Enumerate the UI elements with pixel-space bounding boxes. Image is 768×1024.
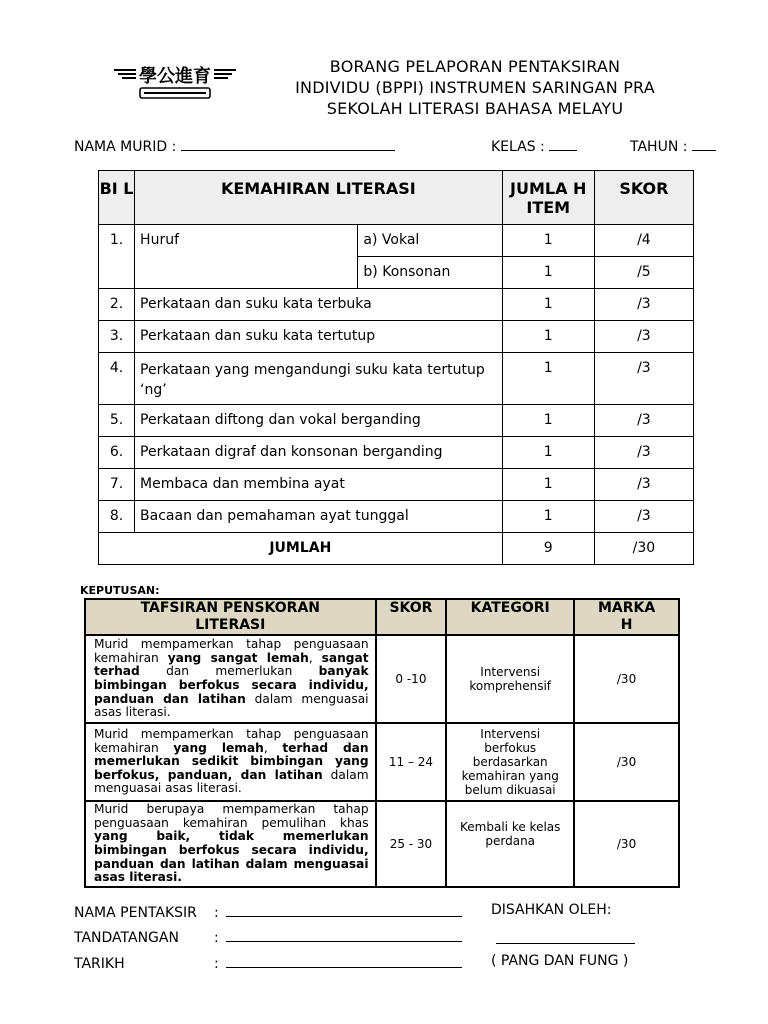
- desc-bold-text: yang lemah: [173, 740, 264, 755]
- row-number: 1.: [99, 225, 135, 289]
- tandatangan-label: TANDATANGAN: [74, 930, 179, 946]
- disahkan-label: DISAHKAN OLEH:: [491, 902, 612, 918]
- skill-sub: a) Vokal: [358, 225, 502, 257]
- tafsiran-desc: [85, 635, 376, 723]
- skill-sub: b) Konsonan: [358, 257, 502, 289]
- category: Kembali ke kelas perdana: [446, 801, 574, 887]
- table-row: [99, 405, 694, 437]
- keputusan-row: [85, 635, 679, 723]
- score-cell[interactable]: /3: [594, 353, 693, 405]
- tafsiran-desc: [85, 723, 376, 801]
- keputusan-header-row: [85, 599, 679, 635]
- skill-name: Perkataan dan suku kata terbuka: [135, 289, 503, 321]
- desc-text: dan memerlukan: [139, 664, 319, 679]
- row-number: 7.: [99, 469, 135, 501]
- row-number: 3.: [99, 321, 135, 353]
- student-name-line[interactable]: [181, 136, 395, 151]
- skill-name: Bacaan dan pemahaman ayat tunggal: [135, 501, 503, 533]
- item-count: 1: [502, 289, 594, 321]
- student-name-label: NAMA MURID :: [74, 139, 177, 155]
- school-logo: [114, 60, 236, 102]
- markah-cell[interactable]: /30: [574, 635, 679, 723]
- colon: :: [214, 930, 219, 946]
- keputusan-table: [84, 598, 680, 888]
- header-jumlah-item: JUMLA H ITEM: [502, 171, 594, 225]
- table-row: [99, 501, 694, 533]
- year-field[interactable]: [630, 136, 716, 155]
- item-count: 1: [502, 321, 594, 353]
- nama-pentaksir-field[interactable]: [74, 902, 462, 921]
- form-title: [250, 56, 700, 119]
- table-row: [99, 321, 694, 353]
- class-line[interactable]: [549, 136, 577, 151]
- score-cell[interactable]: /5: [594, 257, 693, 289]
- header-markah: MARKA H: [574, 599, 679, 635]
- skill-name: Perkataan dan suku kata tertutup: [135, 321, 503, 353]
- score-range: 11 – 24: [376, 723, 447, 801]
- pengesah-signature-line[interactable]: [496, 943, 635, 944]
- table-row: [99, 437, 694, 469]
- desc-text: dalam menguasai asas literasi.: [94, 767, 369, 796]
- item-count: 1: [502, 353, 594, 405]
- table-row: [99, 289, 694, 321]
- item-count: 1: [502, 257, 594, 289]
- score-cell[interactable]: /3: [594, 289, 693, 321]
- desc-text: Murid mempamerkan tahap penguasaan kemahiran: [94, 727, 369, 755]
- row-number: 5.: [99, 405, 135, 437]
- desc-bold-text: terhad dan memerlukan sedikit bimbingan yang berfokus, panduan, dan latihan: [94, 740, 369, 782]
- category: Intervensi komprehensif: [446, 635, 574, 723]
- header-skor: SKOR: [594, 171, 693, 225]
- item-count: 1: [502, 405, 594, 437]
- skill-name: Perkataan diftong dan vokal berganding: [135, 405, 503, 437]
- desc-text: dalam menguasai asas literasi.: [94, 691, 369, 720]
- score-cell[interactable]: /3: [594, 469, 693, 501]
- nama-pentaksir-line[interactable]: [226, 902, 462, 917]
- desc-bold-text: yang baik, tidak memerlukan bimbingan berfokus secara individu, panduan dan latihan dalam menguasai asas literasi.: [94, 829, 369, 885]
- tafsiran-desc: [85, 801, 376, 887]
- table-row: [99, 225, 694, 257]
- keputusan-label: KEPUTUSAN:: [80, 584, 160, 597]
- score-cell[interactable]: /4: [594, 225, 693, 257]
- header-skor: SKOR: [376, 599, 447, 635]
- total-row: [99, 533, 694, 565]
- table-header-row: [99, 171, 694, 225]
- skills-table: [98, 170, 694, 565]
- tarikh-label: TARIKH: [74, 956, 125, 972]
- item-count: 1: [502, 469, 594, 501]
- score-cell[interactable]: /3: [594, 501, 693, 533]
- item-count: 1: [502, 225, 594, 257]
- table-row: [99, 469, 694, 501]
- title-line: INDIVIDU (BPPI) INSTRUMEN SARINGAN PRA: [295, 78, 655, 97]
- class-field[interactable]: [491, 136, 577, 155]
- category: Intervensi berfokus berdasarkan kemahiran yang belum dikuasai: [446, 723, 574, 801]
- tandatangan-line[interactable]: [226, 927, 462, 942]
- score-cell[interactable]: /3: [594, 321, 693, 353]
- skill-name: Perkataan yang mengandungi suku kata tertutup ‘ng’: [135, 353, 503, 405]
- markah-cell[interactable]: /30: [574, 801, 679, 887]
- logo-text: 學公進育: [139, 66, 211, 87]
- title-line: SEKOLAH LITERASI BAHASA MELAYU: [326, 99, 624, 118]
- desc-text: Murid mempamerkan tahap penguasaan kemahiran: [94, 637, 369, 665]
- skill-name: Huruf: [135, 225, 358, 289]
- row-number: 8.: [99, 501, 135, 533]
- colon: :: [214, 956, 219, 972]
- desc-bold-text: yang sangat lemah: [167, 650, 309, 665]
- tarikh-field[interactable]: [74, 953, 462, 972]
- tandatangan-field[interactable]: [74, 927, 462, 946]
- skill-name: Membaca dan membina ayat: [135, 469, 503, 501]
- score-cell[interactable]: /3: [594, 405, 693, 437]
- item-count: 1: [502, 437, 594, 469]
- keputusan-row: [85, 723, 679, 801]
- nama-pentaksir-label: NAMA PENTAKSIR: [74, 905, 197, 921]
- title-line: BORANG PELAPORAN PENTAKSIRAN: [329, 57, 621, 76]
- desc-text: Murid berupaya mempamerkan tahap penguasaan kemahiran pemulihan khas: [94, 802, 369, 830]
- table-row: [99, 353, 694, 405]
- skill-name: Perkataan digraf dan konsonan berganding: [135, 437, 503, 469]
- year-line[interactable]: [692, 136, 716, 151]
- keputusan-row: [85, 801, 679, 887]
- header-kategori: KATEGORI: [446, 599, 574, 635]
- score-range: 25 - 30: [376, 801, 447, 887]
- row-number: 2.: [99, 289, 135, 321]
- header-kemahiran: KEMAHIRAN LITERASI: [135, 171, 503, 225]
- pengesah-name: ( PANG DAN FUNG ): [491, 953, 629, 969]
- desc-text: ,: [308, 650, 322, 665]
- markah-cell[interactable]: /30: [574, 723, 679, 801]
- total-item-count: 9: [502, 533, 594, 565]
- score-range: 0 -10: [376, 635, 447, 723]
- colon: :: [214, 905, 219, 921]
- header-bil: BI L: [99, 171, 135, 225]
- row-number: 6.: [99, 437, 135, 469]
- desc-bold-text: sangat terhad: [94, 650, 369, 679]
- desc-text: ,: [263, 740, 283, 755]
- desc-bold-text: banyak bimbingan berfokus secara individu, panduan dan latihan: [94, 664, 369, 706]
- total-score[interactable]: /30: [594, 533, 693, 565]
- row-number: 4.: [99, 353, 135, 405]
- header-tafsiran: TAFSIRAN PENSKORAN LITERASI: [85, 599, 376, 635]
- class-label: KELAS :: [491, 139, 545, 155]
- total-label: JUMLAH: [99, 533, 503, 565]
- tarikh-line[interactable]: [226, 953, 462, 968]
- score-cell[interactable]: /3: [594, 437, 693, 469]
- item-count: 1: [502, 501, 594, 533]
- student-name-field[interactable]: [74, 136, 395, 155]
- year-label: TAHUN :: [630, 139, 688, 155]
